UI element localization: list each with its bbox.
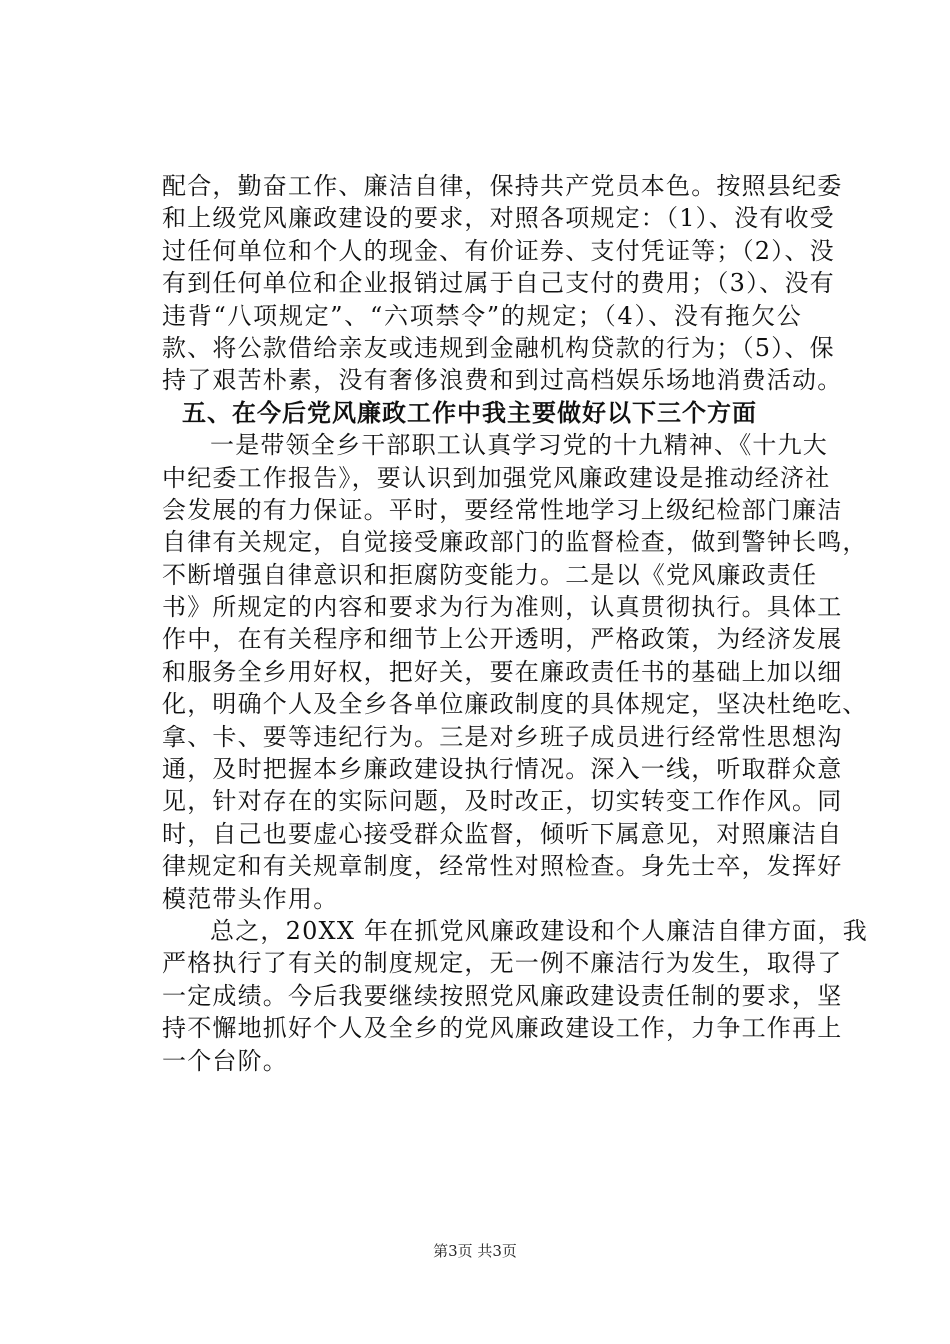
text-line: 作中，在有关程序和细节上公开透明，严格政策，为经济发展 xyxy=(162,625,843,654)
text-line: 过任何单位和个人的现金、有价证券、支付凭证等；（2）、没 xyxy=(162,236,835,265)
text-line: 会发展的有力保证。平时，要经常性地学习上级纪检部门廉洁 xyxy=(162,495,843,524)
text-line: 违背“八项规定”、“六项禁令”的规定；（4）、没有拖欠公 xyxy=(162,301,802,330)
text-line: 中纪委工作报告》，要认识到加强党风廉政建设是推动经济社 xyxy=(162,463,831,492)
text-line: 款、将公款借给亲友或违规到金融机构贷款的行为；（5）、保 xyxy=(162,333,835,362)
text-line: 书》所规定的内容和要求为行为准则，认真贯彻执行。具体工 xyxy=(162,593,843,622)
text-line: 和上级党风廉政建设的要求，对照各项规定：（1）、没有收受 xyxy=(162,204,835,233)
text-line: 见，针对存在的实际问题，及时改正，切实转变工作作风。同 xyxy=(162,787,843,816)
text-line: 不断增强自律意识和拒腐防变能力。二是以《党风廉政责任 xyxy=(162,560,818,589)
text-line: 模范带头作用。 xyxy=(162,884,339,913)
text-line: 严格执行了有关的制度规定，无一例不廉洁行为发生，取得了 xyxy=(162,949,843,978)
text-line: 化，明确个人及全乡各单位廉政制度的具体规定，坚决杜绝吃、 xyxy=(162,690,868,719)
text-line: 通，及时把握本乡廉政建设执行情况。深入一线，听取群众意 xyxy=(162,755,843,784)
text-line: 总之，20XX 年在抓党风廉政建设和个人廉洁自律方面，我 xyxy=(210,916,868,945)
text-line: 持不懈地抓好个人及全乡的党风廉政建设工作，力争工作再上 xyxy=(162,1014,843,1043)
text-line: 自律有关规定，自觉接受廉政部门的监督检查，做到警钟长鸣， xyxy=(162,528,868,557)
section-heading: 五、在今后党风廉政工作中我主要做好以下三个方面 xyxy=(182,398,757,427)
text-line: 和服务全乡用好权，把好关，要在廉政责任书的基础上加以细 xyxy=(162,657,843,686)
text-line: 一是带领全乡干部职工认真学习党的十九精神、《十九大 xyxy=(210,431,828,460)
text-line: 拿、卡、要等违纪行为。三是对乡班子成员进行经常性思想沟 xyxy=(162,722,843,751)
document-body xyxy=(162,170,868,1077)
text-line: 有到任何单位和企业报销过属于自己支付的费用；（3）、没有 xyxy=(162,269,835,298)
text-line: 律规定和有关规章制度，经常性对照检查。身先士卒，发挥好 xyxy=(162,852,843,881)
text-line: 配合，勤奋工作、廉洁自律，保持共产党员本色。按照县纪委 xyxy=(162,172,843,200)
text-line: 一定成绩。今后我要继续按照党风廉政建设责任制的要求，坚 xyxy=(162,981,843,1010)
page-footer: 第3页 共3页 xyxy=(433,1242,517,1260)
text-line: 持了艰苦朴素，没有奢侈浪费和到过高档娱乐场地消费活动。 xyxy=(162,366,843,395)
text-line: 一个台阶。 xyxy=(162,1046,288,1075)
text-line: 时，自己也要虚心接受群众监督，倾听下属意见，对照廉洁自 xyxy=(162,819,843,848)
